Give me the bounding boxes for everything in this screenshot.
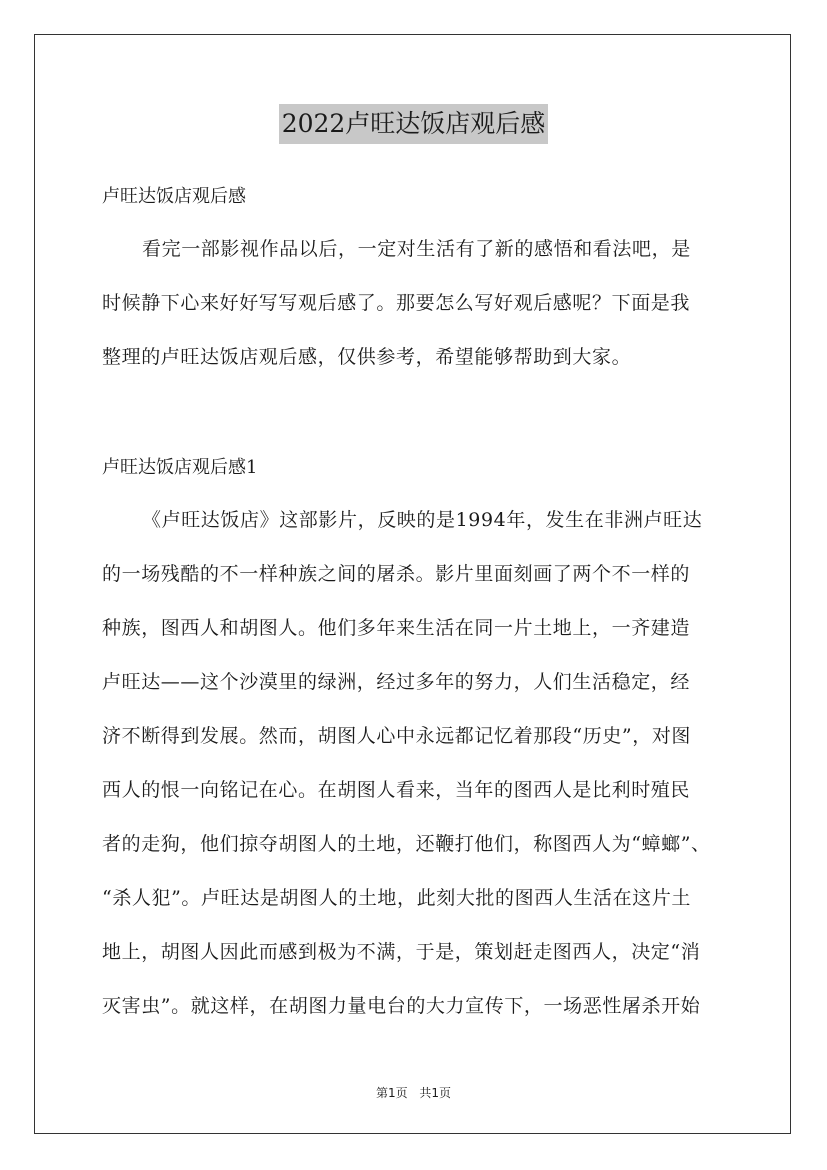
document-title-wrapper bbox=[0, 102, 827, 144]
paragraph-line: 的一场残酷的不一样种族之间的屠杀。影片里面刻画了两个不一样的 bbox=[102, 563, 691, 585]
paragraph-line: 种族，图西人和胡图人。他们多年来生活在同一片土地上，一齐建造 bbox=[102, 617, 691, 639]
page-footer bbox=[0, 1084, 827, 1101]
paragraph-line: 时候静下心来好好写写观后感了。那要怎么写好观后感呢？下面是我 bbox=[102, 292, 691, 314]
paragraph-line: 卢旺达——这个沙漠里的绿洲，经过多年的努力，人们生活稳定，经 bbox=[102, 671, 691, 693]
paragraph-line: 西人的恨一向铭记在心。在胡图人看来，当年的图西人是比利时殖民 bbox=[102, 779, 691, 801]
paragraph-line: 者的走狗，他们掠夺胡图人的土地，还鞭打他们，称图西人为“蟑螂”、 bbox=[102, 833, 711, 855]
paragraph-line: 地上，胡图人因此而感到极为不满，于是，策划赶走图西人，决定“消 bbox=[102, 941, 701, 963]
intro-paragraph bbox=[102, 222, 732, 384]
section-paragraph bbox=[102, 493, 732, 1033]
paragraph-line: “杀人犯”。卢旺达是胡图人的土地，此刻大批的图西人生活在这片土 bbox=[102, 887, 692, 909]
paragraph-line: 看完一部影视作品以后，一定对生活有了新的感悟和看法吧，是 bbox=[142, 238, 691, 260]
page-total: 共1页 bbox=[419, 1086, 452, 1100]
paragraph-line: 济不断得到发展。然而，胡图人心中永远都记忆着那段“历史”，对图 bbox=[102, 725, 692, 747]
paragraph-line: 《卢旺达饭店》这部影片，反映的是1994年，发生在非洲卢旺达 bbox=[142, 509, 703, 531]
document-title: 2022卢旺达饭店观后感 bbox=[279, 104, 549, 144]
document-heading: 卢旺达饭店观后感 bbox=[102, 186, 246, 207]
page-number: 第1页 bbox=[375, 1086, 408, 1100]
paragraph-line: 灭害虫”。就这样，在胡图力量电台的大力宣传下，一场恶性屠杀开始 bbox=[102, 995, 701, 1017]
paragraph-line: 整理的卢旺达饭店观后感，仅供参考，希望能够帮助到大家。 bbox=[102, 346, 632, 368]
section-heading: 卢旺达饭店观后感1 bbox=[102, 457, 258, 478]
